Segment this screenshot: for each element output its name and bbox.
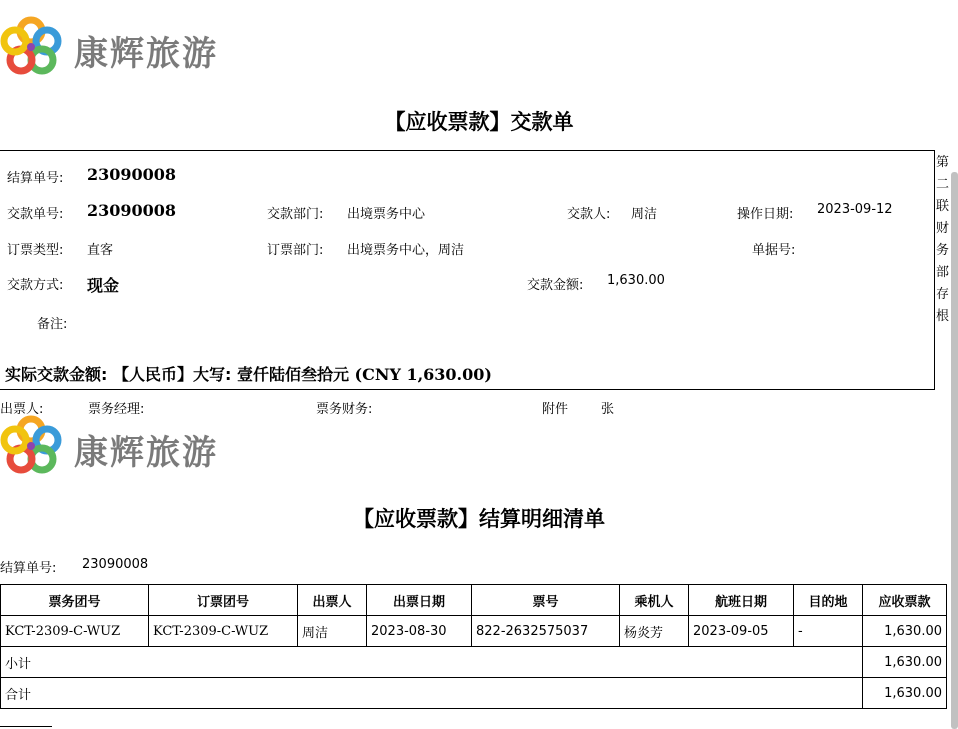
total-row	[1, 678, 947, 709]
subtotal-label: 小计	[1, 647, 863, 678]
attach-label: 附件	[542, 402, 569, 417]
flower-logo-icon	[0, 16, 62, 78]
pay-no-label: 交款单号:	[7, 207, 64, 222]
col-header: 票务团号	[1, 585, 149, 616]
sheets-label: 张	[601, 402, 615, 417]
pay-no-value: 23090008	[87, 201, 177, 220]
book-dept-label: 订票部门:	[267, 243, 324, 258]
subtotal-value: 1,630.00	[863, 647, 947, 678]
col-header: 票号	[472, 585, 620, 616]
detail-settle-no-label: 结算单号:	[0, 561, 57, 576]
ticket-type-label: 订票类型:	[7, 243, 64, 258]
receipt-title: 【应收票款】交款单	[384, 110, 574, 134]
pay-amount-label: 交款金额:	[527, 278, 584, 293]
divider	[0, 726, 52, 727]
col-header: 出票日期	[367, 585, 472, 616]
col-header: 目的地	[794, 585, 863, 616]
copy-note: 第二联财务部存根	[936, 155, 950, 324]
receipt-box	[0, 150, 935, 390]
settle-no-value: 23090008	[87, 165, 177, 184]
table-cell: KCT-2309-C-WUZ	[1, 616, 149, 647]
pay-method-value: 现金	[87, 276, 120, 295]
payer-value: 周洁	[631, 207, 658, 222]
table-header-row	[1, 585, 947, 616]
actual-amount-line	[5, 362, 492, 385]
manager-label: 票务经理:	[88, 402, 145, 417]
actual-amount-cny: (CNY 1,630.00)	[354, 365, 492, 384]
brand-logo-2	[0, 415, 230, 477]
settle-no-label: 结算单号:	[7, 171, 64, 186]
actual-amount-text: 实际交款金额: 【人民币】大写: 壹仟陆佰叁拾元	[5, 365, 355, 384]
op-date-value: 2023-09-12	[817, 202, 893, 217]
col-header: 应收票款	[863, 585, 947, 616]
vertical-scrollbar[interactable]	[951, 172, 958, 729]
detail-table	[0, 584, 947, 709]
table-cell: -	[794, 616, 863, 647]
pay-dept-label: 交款部门:	[267, 207, 324, 222]
table-cell: 2023-08-30	[367, 616, 472, 647]
brand-name-2: 康辉旅游	[74, 433, 218, 473]
payer-label: 交款人:	[567, 207, 611, 222]
col-header: 订票团号	[149, 585, 298, 616]
col-header: 乘机人	[620, 585, 689, 616]
book-dept-value: 出境票务中心，周洁	[347, 243, 465, 258]
op-date-label: 操作日期:	[737, 207, 794, 222]
issuer-label: 出票人:	[0, 402, 44, 417]
remark-label: 备注:	[37, 317, 68, 332]
flower-logo-icon	[0, 415, 62, 477]
detail-settle-no-value: 23090008	[82, 557, 149, 572]
pay-amount-value: 1,630.00	[607, 273, 665, 288]
pay-method-label: 交款方式:	[7, 278, 64, 293]
table-cell: 2023-09-05	[689, 616, 794, 647]
total-value: 1,630.00	[863, 678, 947, 709]
brand-name: 康辉旅游	[74, 34, 218, 74]
brand-logo	[0, 16, 230, 78]
col-header: 出票人	[298, 585, 367, 616]
table-cell: 杨炎芳	[620, 616, 689, 647]
col-header: 航班日期	[689, 585, 794, 616]
detail-title: 【应收票款】结算明细清单	[353, 507, 605, 531]
total-label: 合计	[1, 678, 863, 709]
pay-dept-value: 出境票务中心	[347, 207, 426, 222]
table-cell: 1,630.00	[863, 616, 947, 647]
ticket-type-value: 直客	[87, 243, 114, 258]
subtotal-row	[1, 647, 947, 678]
table-row	[1, 616, 947, 647]
table-cell: 822-2632575037	[472, 616, 620, 647]
table-cell: KCT-2309-C-WUZ	[149, 616, 298, 647]
doc-no-label: 单据号:	[752, 243, 796, 258]
finance-label: 票务财务:	[316, 402, 373, 417]
table-cell: 周洁	[298, 616, 367, 647]
